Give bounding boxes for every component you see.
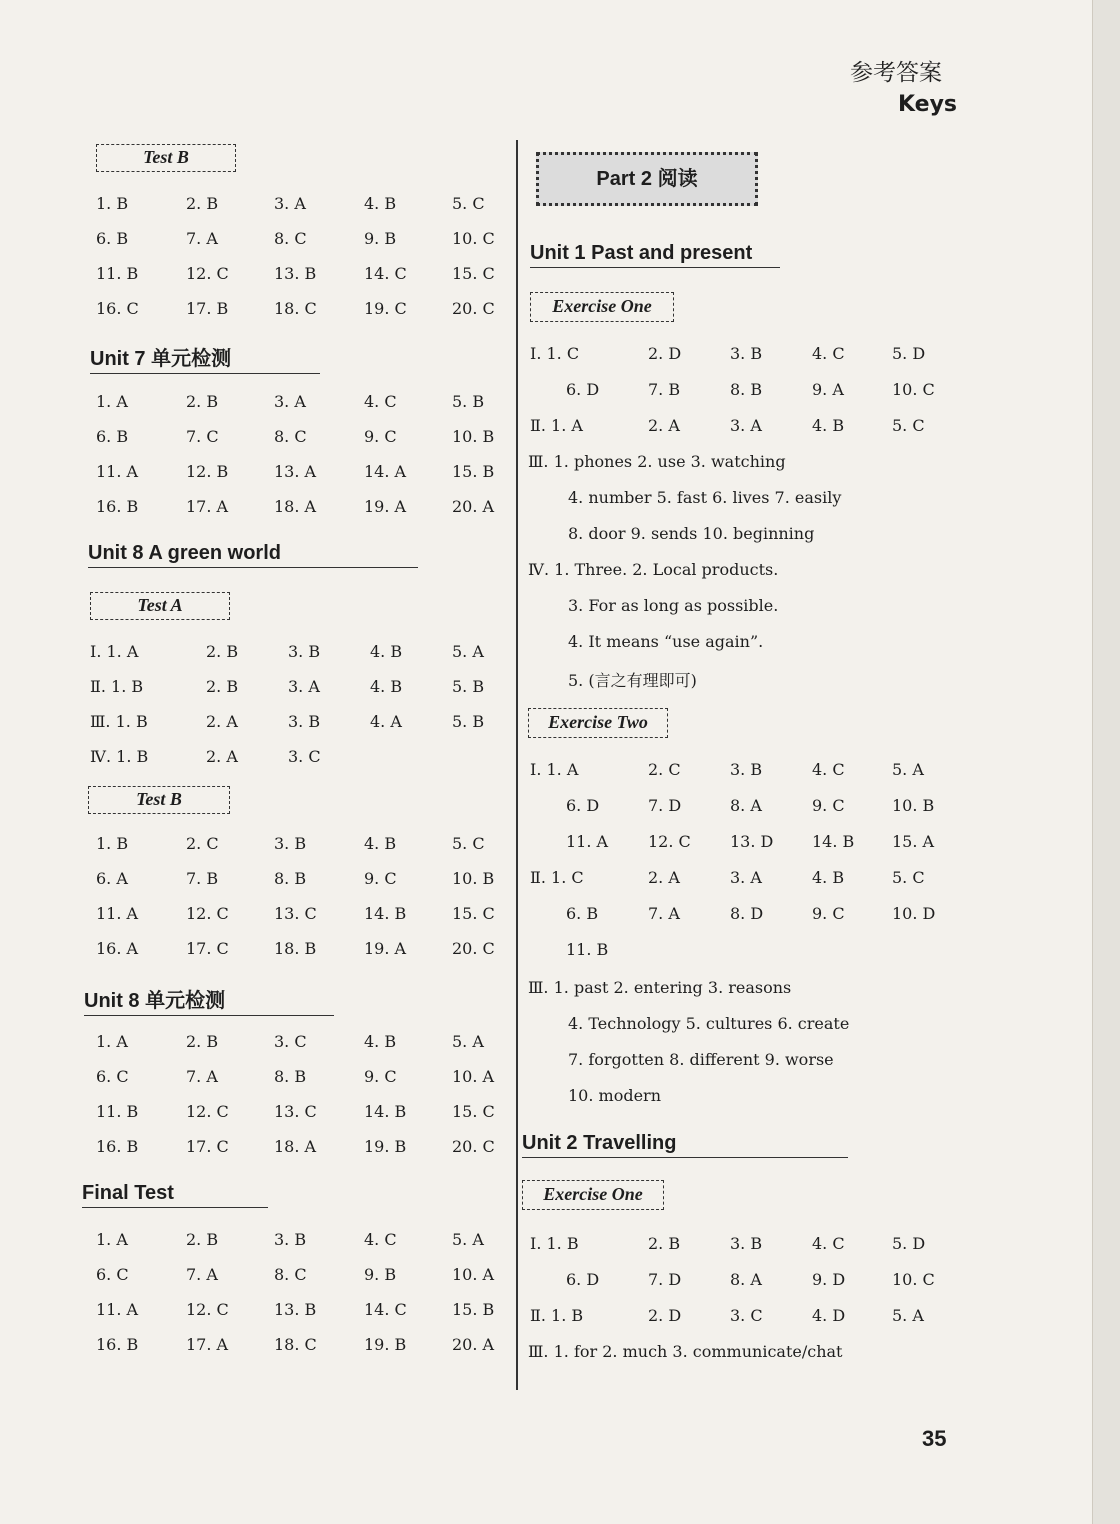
answer-item: 19. B [364,1335,407,1354]
unit-heading: Unit 8 A green world [88,542,418,568]
answer-item: 3. A [274,392,306,411]
answer-item: 2. B [206,642,239,661]
answer-item: 10. D [892,904,936,923]
answer-item: 8. C [274,1265,307,1284]
answer-item: 2. D [648,1306,682,1325]
answer-item: 4. B [370,677,403,696]
part-title-box: Part 2 阅读 [536,152,758,206]
answer-item: 6. C [96,1067,129,1086]
answer-item: 6. A [96,869,128,888]
column-divider [516,140,518,1390]
answer-item: 18. B [274,939,317,958]
answer-item: 3. B [288,642,321,661]
answer-item: 2. B [186,392,219,411]
answer-item: 4. B [812,868,845,887]
answer-item: 2. A [206,712,238,731]
answer-line: Ⅲ. 1. phones 2. use 3. watching [528,452,786,471]
answer-item: 9. A [812,380,844,399]
answer-item: 10. C [892,1270,935,1289]
answer-item: 8. A [730,796,762,815]
answer-item: 8. B [274,869,307,888]
answer-item: 5. B [452,677,485,696]
answer-item: 16. B [96,1137,139,1156]
answer-line: 8. door 9. sends 10. beginning [568,524,815,543]
answer-item: 12. C [186,1300,229,1319]
answer-item: 4. B [364,194,397,213]
answer-item: Ⅰ. 1. B [530,1234,579,1253]
unit-heading: Unit 2 Travelling [522,1132,848,1158]
answer-line: 4. number 5. fast 6. lives 7. easily [568,488,842,507]
answer-item: 7. B [186,869,219,888]
answer-item: 11. B [96,264,139,283]
answer-item: 2. A [206,747,238,766]
answer-item: 4. C [364,1230,397,1249]
answer-item: Ⅰ. 1. C [530,344,580,363]
answer-item: Ⅱ. 1. A [530,416,583,435]
answer-item: 15. B [452,1300,495,1319]
answer-item: 8. C [274,229,307,248]
answer-item: 4. B [364,834,397,853]
answer-item: 15. A [892,832,935,851]
answer-item: 18. C [274,1335,317,1354]
answer-line: 4. Technology 5. cultures 6. create [568,1014,850,1033]
answer-line: 4. It means “use again”. [568,632,764,651]
answer-item: Ⅱ. 1. B [90,677,144,696]
answer-item: 13. D [730,832,774,851]
answer-item: 8. A [730,1270,762,1289]
answer-item: 7. A [186,1265,218,1284]
answer-item: 10. B [452,869,495,888]
answer-item: 20. A [452,497,495,516]
answer-item: 5. C [452,194,485,213]
answer-item: 7. A [186,229,218,248]
answer-item: 11. A [96,1300,139,1319]
answer-item: 10. A [452,1067,495,1086]
answer-item: 19. A [364,497,407,516]
answer-item: 8. C [274,427,307,446]
answer-item: 5. D [892,1234,926,1253]
answer-item: 13. C [274,904,317,923]
answer-item: 11. A [96,904,139,923]
answer-item: 16. A [96,939,139,958]
answer-item: 3. B [730,1234,763,1253]
answer-item: 12. C [648,832,691,851]
answer-item: 16. C [96,299,139,318]
answer-item: 14. C [364,264,407,283]
answer-item: 5. C [452,834,485,853]
answer-item: 3. B [288,712,321,731]
answer-item: 9. C [364,427,397,446]
answer-item: 14. B [364,1102,407,1121]
answer-item: 1. A [96,392,128,411]
unit-heading: Final Test [82,1182,268,1208]
answer-item: 5. C [892,868,925,887]
answer-item: 3. B [274,1230,307,1249]
answer-item: 4. C [812,344,845,363]
unit-heading: Unit 1 Past and present [530,242,780,268]
exercise-box-label: Exercise Two [528,708,668,738]
answer-line: 3. For as long as possible. [568,596,779,615]
answer-line: Ⅲ. 1. for 2. much 3. communicate/chat [528,1342,843,1361]
answer-item: 3. C [288,747,321,766]
answer-item: Ⅰ. 1. A [530,760,579,779]
answer-item: 12. C [186,264,229,283]
answer-item: 6. B [96,427,129,446]
answer-item: 19. B [364,1137,407,1156]
answer-item: 2. B [186,1032,219,1051]
answer-item: 15. C [452,1102,495,1121]
answer-item: 4. C [364,392,397,411]
answer-item: 11. B [96,1102,139,1121]
answer-item: Ⅲ. 1. B [90,712,148,731]
answer-item: 9. B [364,1265,397,1284]
unit-heading: Unit 8 单元检测 [84,984,334,1016]
answer-item: 20. C [452,299,495,318]
answer-item: 5. B [452,392,485,411]
answer-item: 15. C [452,264,495,283]
answer-item: 18. A [274,1137,317,1156]
answer-item: 2. C [648,760,681,779]
answer-item: 20. C [452,1137,495,1156]
answer-item: Ⅱ. 1. C [530,868,584,887]
answer-item: 7. D [648,796,682,815]
answer-item: 9. C [812,904,845,923]
answer-item: 5. A [452,1032,484,1051]
answer-item: 3. A [288,677,320,696]
answer-item: 17. C [186,1137,229,1156]
answer-item: 4. B [370,642,403,661]
answer-item: 4. C [812,760,845,779]
answer-item: 10. A [452,1265,495,1284]
answer-item: 13. B [274,264,317,283]
answer-item: 5. C [892,416,925,435]
section-box-label: Test B [88,786,230,814]
header-title-cn: 参考答案 [850,60,942,86]
exercise-box-label: Exercise One [530,292,674,322]
answer-item: 16. B [96,497,139,516]
answer-item: 1. B [96,194,129,213]
answer-item: 2. B [206,677,239,696]
answer-item: 12. C [186,904,229,923]
answer-item: 17. C [186,939,229,958]
answer-item: 18. A [274,497,317,516]
answer-item: 7. C [186,427,219,446]
answer-item: 2. A [648,416,680,435]
answer-item: 5. A [892,1306,924,1325]
answer-item: 13. C [274,1102,317,1121]
answer-item: 6. D [566,1270,600,1289]
answer-item: 5. A [892,760,924,779]
section-box-label: Test A [90,592,230,620]
answer-item: 8. B [274,1067,307,1086]
answer-item: 20. C [452,939,495,958]
answer-item: 7. B [648,380,681,399]
answer-item: 14. A [364,462,407,481]
answer-item: 5. A [452,642,484,661]
exercise-box-label: Exercise One [522,1180,664,1210]
answer-line: 7. forgotten 8. different 9. worse [568,1050,834,1069]
answer-item: 4. D [812,1306,846,1325]
answer-item: 9. C [364,869,397,888]
answer-item: 11. B [566,940,609,959]
answer-item: 13. B [274,1300,317,1319]
answer-item: 1. B [96,834,129,853]
answer-item: 6. B [566,904,599,923]
answer-item: 4. A [370,712,402,731]
answer-item: Ⅰ. 1. A [90,642,139,661]
answer-item: 3. A [730,416,762,435]
section-box-label: Test B [96,144,236,172]
answer-item: 18. C [274,299,317,318]
answer-line: Ⅳ. 1. Three. 2. Local products. [528,560,779,579]
answer-item: 7. D [648,1270,682,1289]
answer-item: Ⅳ. 1. B [90,747,149,766]
header-title-en: Keys [898,92,958,117]
answer-item: 1. A [96,1032,128,1051]
answer-item: 13. A [274,462,317,481]
answer-item: 2. C [186,834,219,853]
answer-line: Ⅲ. 1. past 2. entering 3. reasons [528,978,792,997]
answer-item: 5. D [892,344,926,363]
answer-item: 3. B [274,834,307,853]
answer-item: 8. D [730,904,764,923]
answer-item: 2. B [186,1230,219,1249]
answer-item: 9. C [364,1067,397,1086]
answer-item: 4. B [364,1032,397,1051]
answer-item: 3. B [730,344,763,363]
answer-item: 2. D [648,344,682,363]
page-edge [1092,0,1120,1524]
answer-item: 2. A [648,868,680,887]
unit-heading: Unit 7 单元检测 [90,342,320,374]
answer-item: 3. A [274,194,306,213]
answer-item: 3. B [730,760,763,779]
answer-item: 17. A [186,497,229,516]
answer-item: 19. A [364,939,407,958]
answer-item: 9. D [812,1270,846,1289]
answer-item: 12. C [186,1102,229,1121]
answer-item: 3. C [730,1306,763,1325]
answer-item: 10. B [892,796,935,815]
answer-item: 6. B [96,229,129,248]
answer-item: 5. A [452,1230,484,1249]
page-number: 35 [922,1426,947,1451]
answer-item: Ⅱ. 1. B [530,1306,584,1325]
answer-item: 6. D [566,796,600,815]
answer-line: 10. modern [568,1086,661,1105]
answer-line: 5. (言之有理即可) [568,671,697,690]
answer-item: 6. C [96,1265,129,1284]
answer-item: 15. C [452,904,495,923]
answer-item: 20. A [452,1335,495,1354]
answer-item: 14. B [364,904,407,923]
answer-item: 17. A [186,1335,229,1354]
answer-item: 6. D [566,380,600,399]
answer-item: 19. C [364,299,407,318]
answer-item: 12. B [186,462,229,481]
answer-item: 4. B [812,416,845,435]
answer-item: 10. B [452,427,495,446]
answer-item: 16. B [96,1335,139,1354]
answer-item: 9. C [812,796,845,815]
answer-item: 8. B [730,380,763,399]
answer-item: 15. B [452,462,495,481]
answer-item: 17. B [186,299,229,318]
answer-item: 4. C [812,1234,845,1253]
answer-item: 3. A [730,868,762,887]
answer-item: 9. B [364,229,397,248]
answer-item: 14. B [812,832,855,851]
answer-item: 10. C [452,229,495,248]
answer-item: 1. A [96,1230,128,1249]
answer-item: 3. C [274,1032,307,1051]
answer-item: 2. B [186,194,219,213]
answer-item: 2. B [648,1234,681,1253]
answer-item: 7. A [186,1067,218,1086]
answer-item: 14. C [364,1300,407,1319]
answer-item: 5. B [452,712,485,731]
answer-item: 7. A [648,904,680,923]
answer-item: 11. A [96,462,139,481]
answer-item: 11. A [566,832,609,851]
answer-item: 10. C [892,380,935,399]
